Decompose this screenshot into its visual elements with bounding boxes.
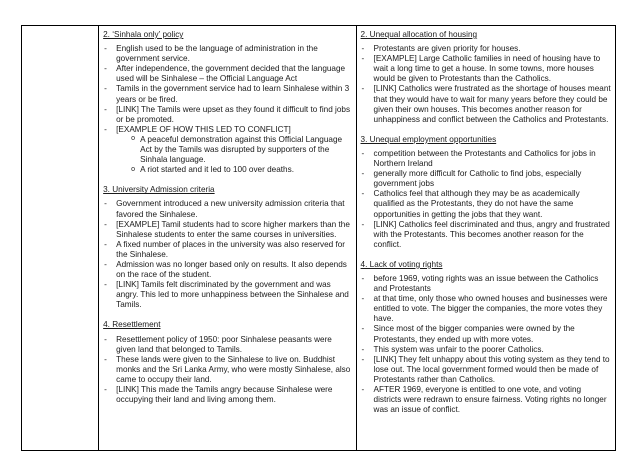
section-unequal-employment xyxy=(361,135,611,250)
bullet-item: - AFTER 1969, everyone is entitled to one vote, and voting districts were redrawn to ensure fairness. Voting rights no longer was an issue of conflict. xyxy=(361,385,611,415)
bullet-list xyxy=(361,149,611,250)
section-heading: 2. ‘Sinhala only’ policy xyxy=(103,30,184,39)
notes-table xyxy=(21,25,616,451)
bullet-item: - [LINK] This made the Tamils angry because Sinhalese were occupying their land and living among them. xyxy=(103,385,351,405)
sri-lanka-column xyxy=(99,26,356,451)
bullet-list xyxy=(361,44,611,125)
bullet-item xyxy=(103,125,351,175)
bullet-item: - Protestants are given priority for houses. xyxy=(361,44,611,54)
bullet-item: - generally more difficult for Catholic to find jobs, especially government jobs xyxy=(361,169,611,189)
section-unequal-housing xyxy=(361,30,611,125)
section-heading: 3. University Admission criteria xyxy=(103,185,215,195)
bullet-item: - competition between the Protestants and Catholics for jobs in Northern Ireland xyxy=(361,149,611,169)
northern-ireland-column xyxy=(356,26,615,451)
bullet-list xyxy=(361,274,611,415)
bullet-item: - This system was unfair to the poorer Catholics. xyxy=(361,345,611,355)
bullet-item: - A fixed number of places in the university was also reserved for the Sinhalese. xyxy=(103,240,351,260)
bullet-text: [EXAMPLE OF HOW THIS LED TO CONFLICT] xyxy=(116,124,291,134)
section-voting-rights xyxy=(361,260,611,415)
bullet-item: - [LINK] Catholics feel discriminated and thus, angry and frustrated with the Protestants. This becomes another reason for the conflict. xyxy=(361,220,611,250)
section-sinhala-only-policy xyxy=(103,30,351,175)
bullet-item: - [EXAMPLE] Tamil students had to score higher markers than the Sinhalese students to enter the same courses in universities. xyxy=(103,220,351,240)
bullet-item: - before 1969, voting rights was an issue between the Catholics and Protestants xyxy=(361,274,611,294)
section-heading: 2. Unequal allocation of housing xyxy=(360,30,478,39)
bullet-item: - Resettlement policy of 1950: poor Sinhalese peasants were given land that belonged to Tamils. xyxy=(103,335,351,355)
sub-bullet-list xyxy=(116,135,351,175)
bullet-item: - [LINK] Tamils felt discriminated by the government and was angry. This led to more unhappiness between the Sinhalese and Tamils. xyxy=(103,280,351,310)
table-row xyxy=(22,26,616,451)
sub-bullet-item: o A riot started and it led to 100 over deaths. xyxy=(130,165,351,175)
bullet-item: - [LINK] Catholics were frustrated as the shortage of houses meant that they would have to wait for many years before they could be given their own houses. This becomes another reason for unhappiness and conflict between the Catholics and Protestants. xyxy=(361,84,611,124)
bullet-item: - Tamils in the government service had to learn Sinhalese within 3 years or be fired. xyxy=(103,84,351,104)
bullet-item: - [LINK] They felt unhappy about this voting system as they tend to lose out. The local government formed would then be made of Protestants rather than Catholics. xyxy=(361,355,611,385)
section-resettlement xyxy=(103,320,351,405)
bullet-item: - These lands were given to the Sinhalese to live on. Buddhist monks and the Sri Lanka Army, who were mostly Sinhalese, also came to occupy their land. xyxy=(103,355,351,385)
bullet-item: - English used to be the language of administration in the government service. xyxy=(103,44,351,64)
bullet-list xyxy=(103,199,351,310)
empty-margin-cell xyxy=(22,26,99,451)
section-university-admission xyxy=(103,185,351,310)
section-heading: 4. Lack of voting rights xyxy=(360,259,443,269)
bullet-list xyxy=(103,44,351,175)
sub-bullet-item: o A peaceful demonstration against this Official Language Act by the Tamils was disrupted by supporters of the Sinhala language. xyxy=(130,135,351,165)
bullet-item: - Catholics feel that although they may be as academically qualified as the Protestants, they do not have the same opportunities in getting the jobs that they want. xyxy=(361,189,611,219)
bullet-item: - at that time, only those who owned houses and businesses were entitled to vote. The bigger the companies, the more votes they have. xyxy=(361,294,611,324)
bullet-item: - After independence, the government decided that the language used will be Sinhalese – the Official Language Act xyxy=(103,64,351,84)
section-heading: 3. Unequal employment opportunities xyxy=(360,134,497,144)
bullet-item: - [LINK] The Tamils were upset as they found it difficult to find jobs or be promoted. xyxy=(103,105,351,125)
bullet-item: - [EXAMPLE] Large Catholic families in need of housing have to wait a long time to get a house. In some towns, more houses would be given to Protestants than the Catholics. xyxy=(361,54,611,84)
bullet-item: - Admission was no longer based only on results. It also depends on the race of the student. xyxy=(103,260,351,280)
section-heading: 4. Resettlement xyxy=(103,320,161,330)
bullet-item: - Since most of the bigger companies were owned by the Protestants, they ended up with more votes. xyxy=(361,324,611,344)
bullet-item: - Government introduced a new university admission criteria that favored the Sinhalese. xyxy=(103,199,351,219)
bullet-list xyxy=(103,335,351,406)
